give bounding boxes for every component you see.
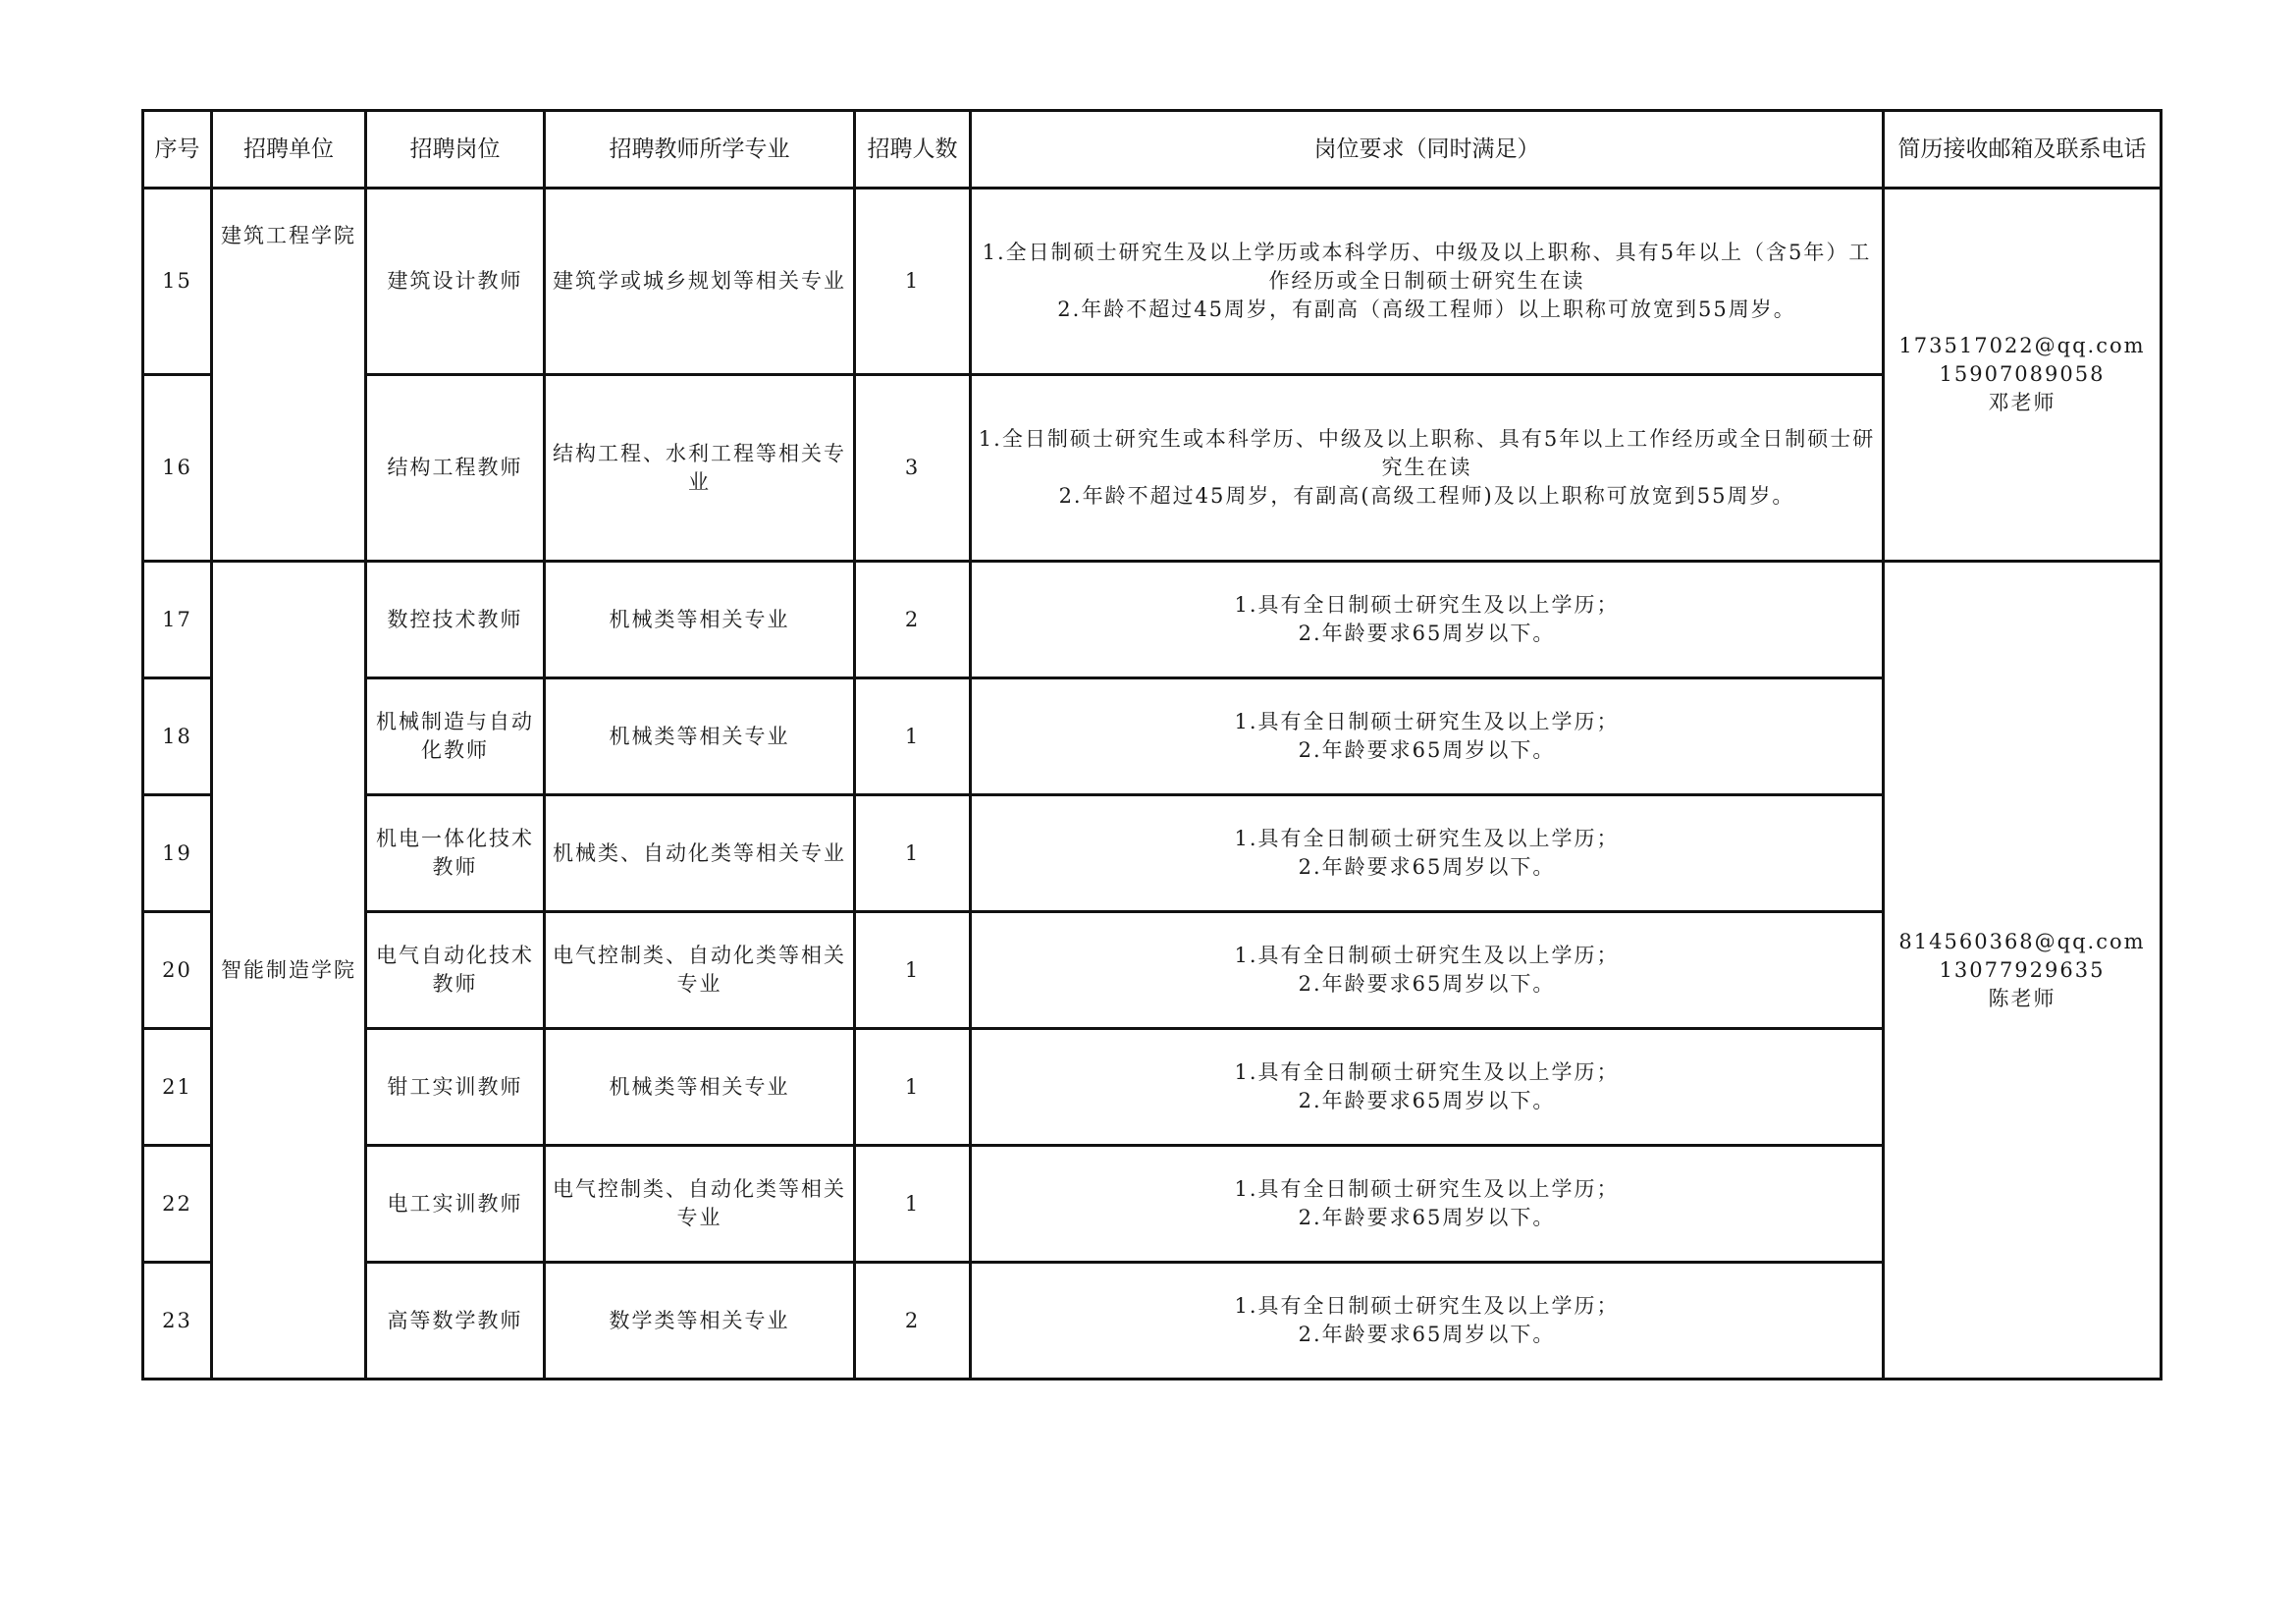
- table-row: [143, 912, 2162, 1029]
- row-index: 19: [143, 795, 212, 912]
- major-cell: 机械类等相关专业: [545, 678, 855, 795]
- contact-email: 814560368@qq.com: [1898, 929, 2146, 953]
- position-cell: 电气自动化技术教师: [366, 912, 545, 1029]
- count-cell: 1: [855, 912, 971, 1029]
- table-header-row: [143, 111, 2162, 189]
- recruitment-table: [141, 109, 2163, 1380]
- requirement-line: 2.年龄要求65周岁以下。: [1298, 1206, 1556, 1229]
- major-cell: 机械类、自动化类等相关专业: [545, 795, 855, 912]
- contact-phone: 15907089058: [1939, 362, 2106, 386]
- position-cell: 结构工程教师: [366, 375, 545, 562]
- requirement-line: 1.具有全日制硕士研究生及以上学历；: [1234, 1177, 1620, 1201]
- header-contact: 简历接收邮箱及联系电话: [1884, 111, 2162, 189]
- requirements-cell: [971, 1029, 1884, 1146]
- row-index: 20: [143, 912, 212, 1029]
- count-cell: 2: [855, 562, 971, 678]
- row-index: 18: [143, 678, 212, 795]
- header-unit: 招聘单位: [212, 111, 366, 189]
- major-cell: 建筑学或城乡规划等相关专业: [545, 189, 855, 375]
- requirement-line: 2.年龄要求65周岁以下。: [1298, 622, 1556, 645]
- row-index: 17: [143, 562, 212, 678]
- header-index: 序号: [143, 111, 212, 189]
- position-cell: 机械制造与自动化教师: [366, 678, 545, 795]
- requirement-line: 2.年龄要求65周岁以下。: [1298, 1089, 1556, 1112]
- position-cell: 机电一体化技术教师: [366, 795, 545, 912]
- unit-name: 智能制造学院: [221, 957, 356, 982]
- header-count: 招聘人数: [855, 111, 971, 189]
- major-cell: 电气控制类、自动化类等相关专业: [545, 1146, 855, 1263]
- row-index: 22: [143, 1146, 212, 1263]
- major-cell: 数学类等相关专业: [545, 1263, 855, 1380]
- table-row: [143, 1146, 2162, 1263]
- position-cell: 钳工实训教师: [366, 1029, 545, 1146]
- requirement-line: 1.具有全日制硕士研究生及以上学历；: [1234, 944, 1620, 967]
- unit-cell: [212, 562, 366, 1380]
- count-cell: 2: [855, 1263, 971, 1380]
- row-index: 23: [143, 1263, 212, 1380]
- requirements-cell: [971, 189, 1884, 375]
- unit-cell: [212, 189, 366, 562]
- count-cell: 3: [855, 375, 971, 562]
- major-cell: 机械类等相关专业: [545, 1029, 855, 1146]
- requirement-line: 2.年龄要求65周岁以下。: [1298, 855, 1556, 879]
- requirements-cell: [971, 562, 1884, 678]
- requirements-cell: [971, 912, 1884, 1029]
- position-cell: 数控技术教师: [366, 562, 545, 678]
- requirements-cell: [971, 1263, 1884, 1380]
- contact-person: 陈老师: [1988, 986, 2056, 1010]
- table-row: [143, 678, 2162, 795]
- requirement-line: 2.年龄要求65周岁以下。: [1298, 972, 1556, 996]
- requirement-line: 1.具有全日制硕士研究生及以上学历；: [1234, 827, 1620, 850]
- requirement-line: 1.具有全日制硕士研究生及以上学历；: [1234, 1060, 1620, 1084]
- header-requirements: 岗位要求（同时满足）: [971, 111, 1884, 189]
- position-cell: 电工实训教师: [366, 1146, 545, 1263]
- count-cell: 1: [855, 678, 971, 795]
- requirement-line: 2.年龄要求65周岁以下。: [1298, 1323, 1556, 1346]
- position-cell: 高等数学教师: [366, 1263, 545, 1380]
- table-row: [143, 1263, 2162, 1380]
- contact-cell: [1884, 189, 2162, 562]
- major-cell: 机械类等相关专业: [545, 562, 855, 678]
- count-cell: 1: [855, 1029, 971, 1146]
- unit-name: 建筑工程学院: [221, 224, 356, 247]
- count-cell: 1: [855, 795, 971, 912]
- requirements-cell: [971, 1146, 1884, 1263]
- count-cell: 1: [855, 1146, 971, 1263]
- contact-cell: [1884, 562, 2162, 1380]
- requirement-line: 2.年龄不超过45周岁，有副高（高级工程师）以上职称可放宽到55周岁。: [1057, 298, 1796, 321]
- contact-phone: 13077929635: [1939, 957, 2106, 982]
- requirements-cell: [971, 678, 1884, 795]
- requirements-cell: [971, 375, 1884, 562]
- requirement-line: 2.年龄不超过45周岁，有副高(高级工程师)及以上职称可放宽到55周岁。: [1058, 484, 1795, 508]
- major-cell: 结构工程、水利工程等相关专业: [545, 375, 855, 562]
- requirement-line: 1.具有全日制硕士研究生及以上学历；: [1234, 1294, 1620, 1318]
- table-row: [143, 562, 2162, 678]
- position-cell: 建筑设计教师: [366, 189, 545, 375]
- requirement-line: 1.全日制硕士研究生及以上学历或本科学历、中级及以上职称、具有5年以上（含5年）工作经历或全日制硕士研究生在读: [982, 241, 1872, 293]
- requirement-line: 1.具有全日制硕士研究生及以上学历；: [1234, 593, 1620, 617]
- row-index: 21: [143, 1029, 212, 1146]
- count-cell: 1: [855, 189, 971, 375]
- table-row: [143, 1029, 2162, 1146]
- requirement-line: 1.全日制硕士研究生或本科学历、中级及以上职称、具有5年以上工作经历或全日制硕士研究生在读: [978, 427, 1876, 479]
- table-row: [143, 375, 2162, 562]
- table-row: [143, 189, 2162, 375]
- requirement-line: 1.具有全日制硕士研究生及以上学历；: [1234, 710, 1620, 733]
- contact-person: 邓老师: [1988, 391, 2056, 414]
- table-row: [143, 795, 2162, 912]
- header-major: 招聘教师所学专业: [545, 111, 855, 189]
- row-index: 15: [143, 189, 212, 375]
- major-cell: 电气控制类、自动化类等相关专业: [545, 912, 855, 1029]
- requirements-cell: [971, 795, 1884, 912]
- header-position: 招聘岗位: [366, 111, 545, 189]
- contact-email: 173517022@qq.com: [1898, 334, 2146, 357]
- row-index: 16: [143, 375, 212, 562]
- requirement-line: 2.年龄要求65周岁以下。: [1298, 738, 1556, 762]
